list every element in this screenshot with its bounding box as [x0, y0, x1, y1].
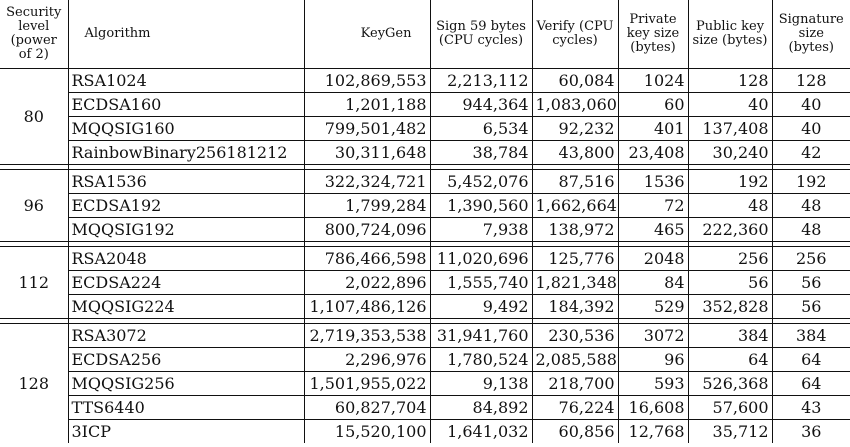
algorithm-cell: MQQSIG256: [68, 372, 304, 396]
sign-cell: 1,641,032: [430, 420, 532, 444]
header-algorithm: Algorithm: [68, 0, 304, 69]
verify-cell: 1,662,664: [532, 194, 618, 218]
sign-cell: 5,452,076: [430, 170, 532, 194]
signature-size-cell: 128: [772, 69, 850, 93]
private-key-size-cell: 72: [618, 194, 688, 218]
header-private-key-size: Private key size (bytes): [618, 0, 688, 69]
verify-cell: 87,516: [532, 170, 618, 194]
private-key-size-cell: 2048: [618, 247, 688, 271]
table-row: [0, 218, 850, 242]
keygen-cell: 60,827,704: [304, 396, 430, 420]
table-body: [0, 69, 850, 444]
keygen-cell: 15,520,100: [304, 420, 430, 444]
private-key-size-cell: 401: [618, 117, 688, 141]
sign-cell: 1,390,560: [430, 194, 532, 218]
security-level-cell: 112: [0, 247, 68, 319]
verify-cell: 138,972: [532, 218, 618, 242]
header-signature-size: Signature size (bytes): [772, 0, 850, 69]
verify-cell: 43,800: [532, 141, 618, 165]
algorithm-cell: MQQSIG160: [68, 117, 304, 141]
table-row: [0, 247, 850, 271]
keygen-cell: 2,022,896: [304, 271, 430, 295]
signature-size-cell: 56: [772, 271, 850, 295]
public-key-size-cell: 352,828: [688, 295, 772, 319]
public-key-size-cell: 30,240: [688, 141, 772, 165]
verify-cell: 60,084: [532, 69, 618, 93]
sign-cell: 84,892: [430, 396, 532, 420]
private-key-size-cell: 3072: [618, 324, 688, 348]
table-row: [0, 348, 850, 372]
table-row: [0, 420, 850, 444]
signature-size-cell: 256: [772, 247, 850, 271]
verify-cell: 125,776: [532, 247, 618, 271]
public-key-size-cell: 222,360: [688, 218, 772, 242]
security-level-cell: 96: [0, 170, 68, 242]
signature-size-cell: 40: [772, 117, 850, 141]
algorithm-cell: ECDSA256: [68, 348, 304, 372]
algorithm-cell: RSA1536: [68, 170, 304, 194]
signature-size-cell: 36: [772, 420, 850, 444]
public-key-size-cell: 40: [688, 93, 772, 117]
public-key-size-cell: 57,600: [688, 396, 772, 420]
private-key-size-cell: 593: [618, 372, 688, 396]
private-key-size-cell: 60: [618, 93, 688, 117]
header-security-level: Security level (power of 2): [0, 0, 68, 69]
table-row: [0, 170, 850, 194]
public-key-size-cell: 35,712: [688, 420, 772, 444]
keygen-cell: 322,324,721: [304, 170, 430, 194]
private-key-size-cell: 529: [618, 295, 688, 319]
signature-size-cell: 40: [772, 93, 850, 117]
private-key-size-cell: 96: [618, 348, 688, 372]
private-key-size-cell: 23,408: [618, 141, 688, 165]
public-key-size-cell: 137,408: [688, 117, 772, 141]
private-key-size-cell: 1024: [618, 69, 688, 93]
verify-cell: 230,536: [532, 324, 618, 348]
public-key-size-cell: 384: [688, 324, 772, 348]
signature-size-cell: 56: [772, 295, 850, 319]
public-key-size-cell: 128: [688, 69, 772, 93]
algorithm-cell: TTS6440: [68, 396, 304, 420]
keygen-cell: 1,201,188: [304, 93, 430, 117]
verify-cell: 60,856: [532, 420, 618, 444]
table-row: [0, 372, 850, 396]
public-key-size-cell: 64: [688, 348, 772, 372]
keygen-cell: 1,501,955,022: [304, 372, 430, 396]
public-key-size-cell: 192: [688, 170, 772, 194]
private-key-size-cell: 465: [618, 218, 688, 242]
keygen-cell: 1,799,284: [304, 194, 430, 218]
verify-cell: 76,224: [532, 396, 618, 420]
sign-cell: 944,364: [430, 93, 532, 117]
security-level-cell: 80: [0, 69, 68, 165]
algorithm-cell: ECDSA160: [68, 93, 304, 117]
keygen-cell: 2,719,353,538: [304, 324, 430, 348]
security-level-cell: 128: [0, 324, 68, 444]
algorithm-cell: RainbowBinary256181212: [68, 141, 304, 165]
header-public-key-size: Public key size (bytes): [688, 0, 772, 69]
signature-size-cell: 42: [772, 141, 850, 165]
verify-cell: 2,085,588: [532, 348, 618, 372]
public-key-size-cell: 256: [688, 247, 772, 271]
table-row: [0, 194, 850, 218]
verify-cell: 92,232: [532, 117, 618, 141]
verify-cell: 184,392: [532, 295, 618, 319]
keygen-cell: 786,466,598: [304, 247, 430, 271]
table-row: [0, 396, 850, 420]
keygen-cell: 800,724,096: [304, 218, 430, 242]
keygen-cell: 799,501,482: [304, 117, 430, 141]
public-key-size-cell: 56: [688, 271, 772, 295]
table-row: [0, 295, 850, 319]
signature-size-cell: 64: [772, 348, 850, 372]
sign-cell: 38,784: [430, 141, 532, 165]
algorithm-cell: MQQSIG224: [68, 295, 304, 319]
sign-cell: 11,020,696: [430, 247, 532, 271]
sign-cell: 2,213,112: [430, 69, 532, 93]
sign-cell: 1,555,740: [430, 271, 532, 295]
sign-cell: 31,941,760: [430, 324, 532, 348]
algorithm-cell: MQQSIG192: [68, 218, 304, 242]
header-keygen: KeyGen: [304, 0, 430, 69]
header-row: [0, 0, 850, 69]
algorithm-cell: RSA3072: [68, 324, 304, 348]
table-row: [0, 324, 850, 348]
private-key-size-cell: 16,608: [618, 396, 688, 420]
table-row: [0, 69, 850, 93]
table-row: [0, 141, 850, 165]
sign-cell: 9,138: [430, 372, 532, 396]
sign-cell: 7,938: [430, 218, 532, 242]
public-key-size-cell: 526,368: [688, 372, 772, 396]
algorithm-cell: ECDSA192: [68, 194, 304, 218]
algorithm-cell: RSA1024: [68, 69, 304, 93]
signature-size-cell: 43: [772, 396, 850, 420]
verify-cell: 1,083,060: [532, 93, 618, 117]
algorithm-cell: RSA2048: [68, 247, 304, 271]
table-row: [0, 117, 850, 141]
keygen-cell: 30,311,648: [304, 141, 430, 165]
signature-size-cell: 48: [772, 218, 850, 242]
verify-cell: 1,821,348: [532, 271, 618, 295]
table-row: [0, 271, 850, 295]
private-key-size-cell: 1536: [618, 170, 688, 194]
header-verify: Verify (CPU cycles): [532, 0, 618, 69]
private-key-size-cell: 12,768: [618, 420, 688, 444]
header-sign: Sign 59 bytes (CPU cycles): [430, 0, 532, 69]
signature-size-cell: 192: [772, 170, 850, 194]
keygen-cell: 102,869,553: [304, 69, 430, 93]
signature-size-cell: 384: [772, 324, 850, 348]
signature-size-cell: 48: [772, 194, 850, 218]
sign-cell: 1,780,524: [430, 348, 532, 372]
table-row: [0, 93, 850, 117]
keygen-cell: 1,107,486,126: [304, 295, 430, 319]
algorithm-cell: 3ICP: [68, 420, 304, 444]
sign-cell: 6,534: [430, 117, 532, 141]
keygen-cell: 2,296,976: [304, 348, 430, 372]
verify-cell: 218,700: [532, 372, 618, 396]
public-key-size-cell: 48: [688, 194, 772, 218]
algorithm-cell: ECDSA224: [68, 271, 304, 295]
private-key-size-cell: 84: [618, 271, 688, 295]
sign-cell: 9,492: [430, 295, 532, 319]
signature-size-cell: 64: [772, 372, 850, 396]
